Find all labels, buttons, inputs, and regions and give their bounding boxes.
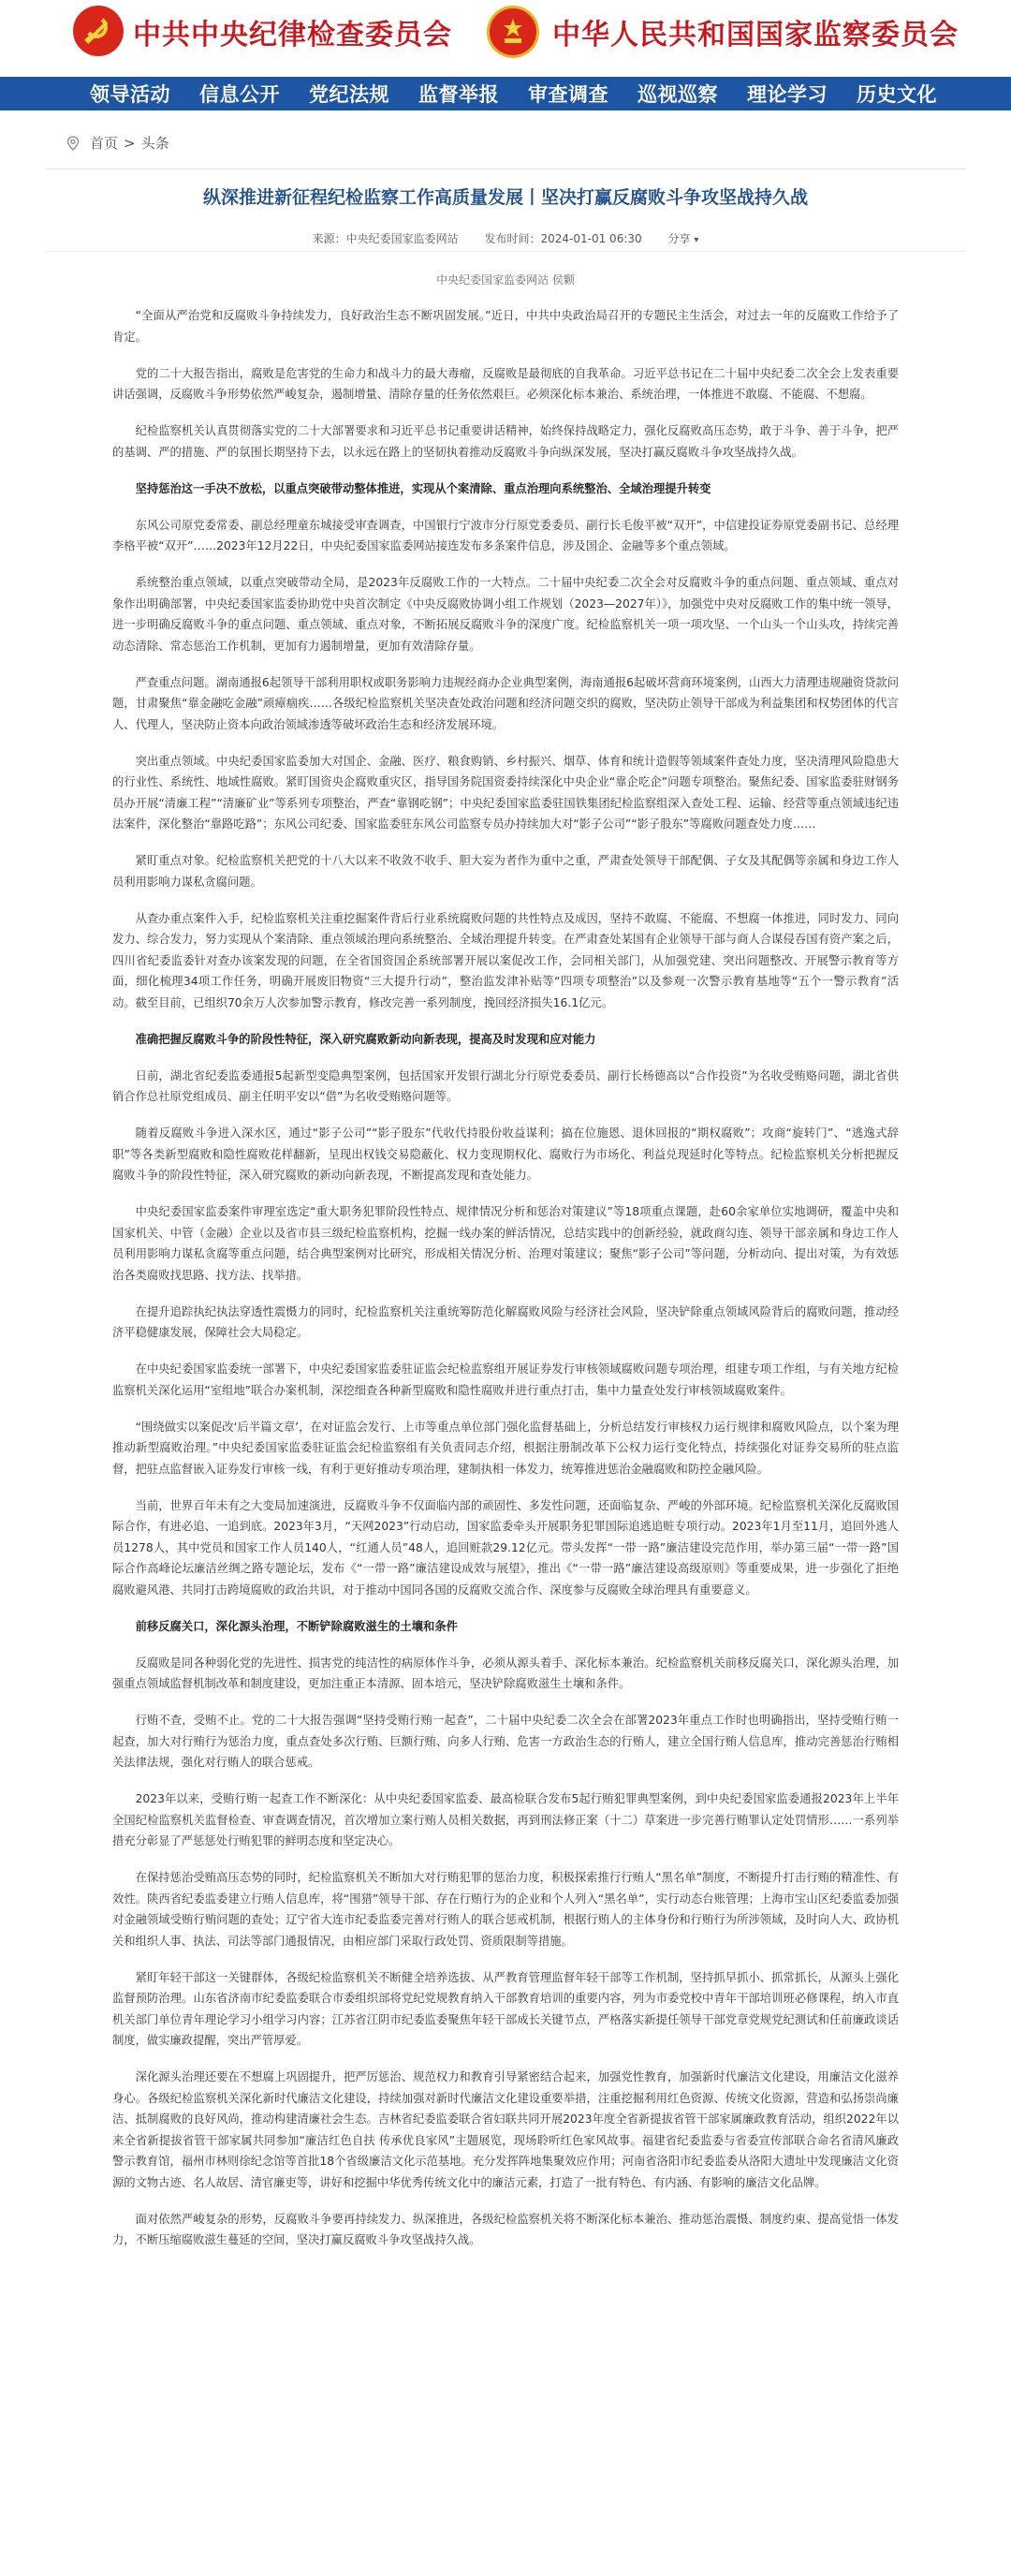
meta-divider bbox=[45, 251, 966, 252]
share-label: 分享 bbox=[667, 232, 691, 245]
nav-item-disclosure[interactable]: 信息公开 bbox=[199, 82, 280, 106]
cpc-ccdi-brand[interactable]: 中共中央纪律检查委员会 bbox=[133, 19, 452, 52]
location-pin-icon bbox=[66, 136, 81, 151]
article-paragraph: 党的二十大报告指出，腐败是危害党的生命力和战斗力的最大毒瘤，反腐败是最彻底的自我革命。习近平总书记在二十届中央纪委二次全会上发表重要讲话强调，反腐败斗争形势依然严峻复杂，遏制增量、清除存量的任务依然艰巨。必须深化标本兼治、系统治理，一体推进不敢腐、不能腐、不想腐。 bbox=[112, 366, 899, 401]
article-paragraph: 日前，湖北省纪委监委通报5起新型变隐典型案例，包括国家开发银行湖北分行原党委委员、副行长杨德高以“合作投资”为名收受贿赂问题，湖北省供销合作总社原党组成员、副主任明平安以“借”为名收受贿赂问题等。 bbox=[112, 1068, 899, 1103]
breadcrumb-current[interactable]: 头条 bbox=[140, 135, 169, 152]
article-paragraph: “围绕做实以案促改‘后半篇文章’，在对证监会发行、上市等重点单位部门强化监督基础上，分析总结发行审核权力运行规律和腐败风险点，以个案为理推动新型腐败治理。”中央纪委国家监委驻证监会纪检监察组有关负责同志介绍，根据注册制改革下公权力运行变化特点，持续强化对证券交易所的驻点监督，把驻点监督嵌入证券发行审核一线，有利于更好推动专项治理，建制执相一体发力，统筹推进惩治金融腐败和防控金融风险。 bbox=[112, 1420, 899, 1476]
article-paragraph: 紧盯年轻干部这一关键群体，各级纪检监察机关不断健全培养选拔、从严教育管理监督年轻干部等工作机制，坚持抓早抓小、抓常抓长，从源头上强化监督预防治理。山东省济南市纪委监委联合市委组织部将党纪党规教育纳入干部教育培训的重要内容，列为市委党校中青年干部培训班必修课程，纳入市直机关部门单位青年理论学习小组学习内容；江苏省江阴市纪委监委聚焦年轻干部成长关键节点，严格落实新提任领导干部党章党规党纪测试和任前廉政谈话制度，做实廉政提醒，突出严管厚爱。 bbox=[112, 1970, 899, 2047]
article-paragraph: 反腐败是同各种弱化党的先进性、损害党的纯洁性的病原体作斗争，必须从源头着手、深化标本兼治。纪检监察机关前移反腐关口，深化源头治理，加强重点领域监督机制改革和制度建设，更加注重正本清源、固本培元，坚决铲除腐败滋生土壤和条件。 bbox=[112, 1656, 899, 1690]
national-emblem-icon bbox=[487, 6, 539, 58]
nsc-brand[interactable]: 中华人民共和国国家监察委员会 bbox=[552, 19, 959, 52]
nav-item-theory[interactable]: 理论学习 bbox=[747, 82, 828, 106]
article-byline: 中央纪委国家监委网站 侯颗 bbox=[436, 273, 575, 287]
article-paragraph: 东风公司原党委常委、副总经理童东城接受审查调查，中国银行宁波市分行原党委委员、副行长毛俊平被“双开”，中信建投证券原党委副书记、总经理李格平被“双开”……2023年12月22日，中央纪委国家监委网站接连发布多条案件信息，涉及国企、金融等多个重点领域。 bbox=[112, 518, 899, 552]
nav-item-investigation[interactable]: 审查调查 bbox=[528, 82, 608, 106]
section-heading: 前移反腐关口，深化源头治理，不断铲除腐败滋生的土壤和条件 bbox=[135, 1619, 458, 1633]
article-paragraph: “全面从严治党和反腐败斗争持续发力，良好政治生态不断巩固发展。”近日，中共中央政治局召开的专题民主生活会，对过去一年的反腐败工作给予了肯定。 bbox=[112, 309, 899, 344]
section-heading: 准确把握反腐败斗争的阶段性特征，深入研究腐败新动向新表现，提高及时发现和应对能力 bbox=[135, 1032, 596, 1046]
share-button[interactable] bbox=[667, 232, 698, 245]
site-header bbox=[0, 0, 1011, 77]
article-paragraph: 当前，世界百年未有之大变局加速演进，反腐败斗争不仅面临内部的顽固性、多发性问题，还面临复杂、严峻的外部环境。纪检监察机关深化反腐败国际合作，有进必追、一追到底。2023年3月，“天网2023”行动启动，国家监委牵头开展职务犯罪国际追逃追赃专项行动。2023年1月至11月，追回外逃人员1278人，其中党员和国家工作人员140人，“红通人员”48人，追回赃款29.12亿元。带头发挥“一带一路”廉洁建设完范作用，举办第三届“一带一路”国际合作高峰论坛廉洁丝绸之路专题论坛，发布《“一带一路”廉洁建设成效与展望》，推出《“一带一路”廉洁建设高级原则》等重要成果，进一步强化了拒绝腐败避风港、共同打击跨境腐败的政治共识，对于推动中国同各国的反腐败交流合作、深度参与反腐败全球治理具有重要意义。 bbox=[112, 1498, 899, 1597]
article-paragraph: 系统整治重点领域，以重点突破带动全局，是2023年反腐败工作的一大特点。二十届中央纪委二次全会对反腐败斗争的重点问题、重点领域、重点对象作出明确部署，中央纪委国家监委协助党中央首次制定《中央反腐败协调小组工作规划（2023—2027年）》，加强党中央对反腐败工作的集中统一领导，进一步明确反腐败斗争的重点问题、重点领域、重点对象，不断拓展反腐败斗争的深度广度。纪检监察机关一项一项攻坚、一个山头一个山头攻，持续完善动态清除、常态惩治工作机制，更加有力遏制增量，更加有效清除存量。 bbox=[112, 576, 899, 653]
article-paragraph: 中央纪委国家监委案件审理室选定“重大职务犯罪阶段性特点、规律情况分析和惩治对策建议”等18项重点课题，赴60余家单位实地调研，覆盖中央和国家机关、中管（金融）企业以及省市县三级纪检监察机构，挖掘一线办案的鲜活情况，总结实践中的创新经验，就政商勾连、领导干部亲属和身边工作人员利用影响力谋私贪腐等重点问题，结合典型案例对比研究，形成相关情况分析、治理对策建议；聚焦“影子公司”等问题，分析动向、提出对策，为有效惩治各类腐败找思路、找方法、找举措。 bbox=[112, 1205, 899, 1282]
nav-item-leadership[interactable]: 领导活动 bbox=[90, 82, 170, 106]
nav-item-report[interactable]: 监督举报 bbox=[418, 82, 499, 106]
article-paragraph: 随着反腐败斗争进入深水区，通过“影子公司”“影子股东”代收代持股份收益谋利；搞在位施恩、退休回报的“期权腐败”；攻商“旋转门”、“逃逸式辞职”等各类新型腐败和隐性腐败花样翻新，呈现出权钱交易隐蔽化、权力变现期权化、腐败行为市场化、利益兑现延时化等特点。纪检监察机关分析把握反腐败斗争的阶段性特征，深入研究腐败的新动向新表现，不断提高发现和查处能力。 bbox=[112, 1126, 899, 1182]
article-paragraph: 从查办重点案件入手，纪检监察机关注重挖掘案件背后行业系统腐败问题的共性特点及成因，坚持不敢腐、不能腐、不想腐一体推进，同时发力、同向发力、综合发力，努力实现从个案清除、重点领域治理向系统整治、全域治理提升转变。在严肃查处某国有企业领导干部与商人合谋侵吞国有资产案之后，四川省纪委监委针对查办该案发现的问题，在全省国资国企系统部署开展以案促改工作，会同相关部门，从加强党建、突出问题整改、开展警示教育等方面，细化梳理34项工作任务，明确开展废旧物资“三大提升行动”，整治监发津补贴等“四项专项整治”以及参观一次警示教育基地等“五个一警示教育”活动。截至目前，已组织70余万人次参加警示教育，修改完善一系列制度，挽回经济损失16.1亿元。 bbox=[112, 911, 899, 1009]
article-meta bbox=[0, 230, 1011, 246]
article-paragraph: 深化源头治理还要在不想腐上巩固提升，把严厉惩治、规范权力和教育引导紧密结合起来，加强党性教育，加强新时代廉洁文化建设，用廉洁文化滋养身心。各级纪检监察机关深化新时代廉洁文化建设，持续加强对新时代廉洁文化建设重要举措，注重挖掘利用红色资源、传统文化资源，营造和弘扬崇尚廉洁、抵制腐败的良好风尚，推动构建清廉社会生态。吉林省纪委监委联合省妇联共同开展2023年度全省新提拔省管干部家属廉政教育活动，组织2022年以来全省新提拔省管干部家属共同参加“廉洁红色自扶 传承优良家风”主题展览，现场聆听红色家风故事。福建省纪委监委与省委宣传部联合命名省清风廉政警示教育馆，福州市林则徐纪念馆等首批18个省级廉洁文化示范基地。充分发挥阵地集聚效应作用；河南省洛阳市纪委监委从洛阳大遗址中发现廉洁文化资源的文物古迹、名人故居、清官廉吏等，讲好和挖掘中华优秀传统文化中的廉洁元素，打造了一批有特色、有内涵、有影响的廉洁文化品牌。 bbox=[112, 2070, 899, 2189]
article-paragraph: 行贿不查，受贿不止。党的二十大报告强调“坚持受贿行贿一起查”，二十届中央纪委二次全会在部署2023年重点工作时也明确指出，坚持受贿行贿一起查，加大对行贿行为惩治力度，重点查处多次行贿、巨额行贿、向多人行贿、危害一方政治生态的行贿人，建立全国行贿人信息库，推动完善惩治行贿相关法律法规，强化对行贿人的联合惩戒。 bbox=[112, 1714, 899, 1769]
article-paragraph: 严查重点问题。湖南通报6起领导干部利用职权或职务影响力违规经商办企业典型案例，海南通报6起破坏营商环境案例，山西大力清理违规融资贷款问题，甘肃聚焦“靠金融吃金融”顽瘴痼疾……各级纪检监察机关坚决查处政治问题和经济问题交织的腐败，坚决防止领导干部成为利益集团和权势团体的代言人、代理人，坚决防止资本向政治领域渗透等破坏政治生态和经济发展环境。 bbox=[112, 675, 899, 731]
article-paragraph: 2023年以来，受贿行贿一起查工作不断深化：从中央纪委国家监委、最高检联合发布5起行贿犯罪典型案例，到中央纪委国家监委通报2023年上半年全国纪检监察机关监督检查、审查调查情况，首次增加立案行贿人员相关数据，再到刑法修正案（十二）草案进一步完善行贿罪认定处罚情形……一系列举措充分彰显了严惩惩处行贿犯罪的鲜明态度和坚定决心。 bbox=[112, 1792, 899, 1847]
article-paragraph: 纪检监察机关认真贯彻落实党的二十大部署要求和习近平总书记重要讲话精神，始终保持战略定力，强化反腐败高压态势，敢于斗争、善于斗争，把严的基调、严的措施、严的氛围长期坚持下去，以永远在路上的坚韧执着推动反腐败斗争向纵深发展，坚决打赢反腐败斗争攻坚战持久战。 bbox=[112, 424, 899, 459]
nav-item-history[interactable]: 历史文化 bbox=[857, 82, 937, 106]
breadcrumb-home[interactable]: 首页 bbox=[90, 135, 119, 152]
article-date: 发布时间：2024-01-01 06:30 bbox=[484, 232, 642, 245]
nav-item-regulations[interactable]: 党纪法规 bbox=[309, 82, 389, 106]
article-paragraph: 在提升追踪执纪执法穿透性震慑力的同时，纪检监察机关注重统筹防范化解腐败风险与经济社会风险，坚决铲除重点领域风险背后的腐败问题，推动经济平稳健康发展，保障社会大局稳定。 bbox=[112, 1304, 899, 1339]
party-emblem-icon bbox=[73, 6, 124, 56]
article-paragraph: 紧盯重点对象。纪检监察机关把党的十八大以来不收敛不收手、胆大妄为者作为重中之重，严肃查处领导干部配偶、子女及其配偶等亲属和身边工作人员利用影响力谋私贪腐问题。 bbox=[112, 854, 899, 889]
chevron-down-icon: ▾ bbox=[694, 235, 699, 245]
article-body bbox=[112, 305, 899, 2266]
breadcrumb-separator: > bbox=[124, 134, 136, 152]
nav-item-inspection[interactable]: 巡视巡察 bbox=[637, 82, 718, 106]
article-paragraph: 在保持惩治受贿高压态势的同时，纪检监察机关不断加大对行贿犯罪的惩治力度，积极探索推行行贿人“黑名单”制度，不断提升打击行贿的精准性、有效性。陕西省纪委监委建立行贿人信息库，将“围猎”领导干部、存在行贿行为的企业和个人列入“黑名单”，实行动态台账管理；上海市宝山区纪委监委加强对金融领域受贿行贿问题的查处；辽宁省大连市纪委监委完善对行贿人的联合惩戒机制，根据行贿人的主体身份和行贿行为所涉领域，及时向人大、政协机关和组织人事、执法、司法等部门通报情况，由相应部门采取行政处罚、资质限制等措施。 bbox=[112, 1871, 899, 1948]
breadcrumb bbox=[66, 133, 169, 153]
article-title: 纵深推进新征程纪检监察工作高质量发展丨坚决打赢反腐败斗争攻坚战持久战 bbox=[202, 187, 808, 208]
article-paragraph: 面对依然严峻复杂的形势，反腐败斗争要再持续发力、纵深推进，各级纪检监察机关将不断深化标本兼治、推动惩治震慑、制度约束、提高觉悟一体发力，不断压缩腐败滋生蔓延的空间，坚决打赢反腐败斗争攻坚战持久战。 bbox=[112, 2212, 899, 2246]
article-paragraph: 突出重点领域。中央纪委国家监委加大对国企、金融、医疗、粮食购销、乡村振兴、烟草、体育和统计造假等领域案件查处力度，坚决清理风险隐患大的行业性、系统性、地域性腐败。紧盯国资央企腐败重灾区，指导国务院国资委持续深化中央企业“靠企吃企”问题专项整治。聚焦纪委、国家监委驻财钢务员办开展“清廉工程”“清廉矿业”等系列专项整治，严查“靠钢吃钢”；中央纪委国家监委驻国铁集团纪检监察组深入查处工程、运输、经营等重点领域违纪违法案件，深化整治“靠路吃路”；东风公司纪委、国家监委驻东风公司监察专员办持续加大对“影子公司”“影子股东”等腐败问题查处力度…… bbox=[112, 754, 899, 831]
article-source: 来源：中央纪委国家监委网站 bbox=[312, 232, 459, 245]
section-heading: 坚持惩治这一手决不放松，以重点突破带动整体推进，实现从个案清除、重点治理向系统整治、全域治理提升转变 bbox=[135, 481, 711, 495]
article-paragraph: 在中央纪委国家监委统一部署下，中央纪委国家监委驻证监会纪检监察组开展证券发行审核领域腐败问题专项治理，组建专项工作组，与有关地方纪检监察机关深化运用“室组地”联合办案机制，深挖细查各种新型腐败和隐性腐败并进行重点打击，集中力量查处发行审核领域腐败案件。 bbox=[112, 1362, 899, 1397]
main-nav bbox=[0, 77, 1011, 110]
